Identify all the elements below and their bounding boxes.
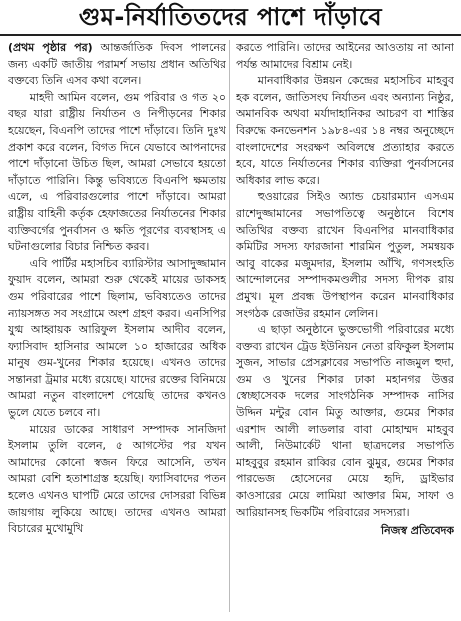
article-paragraph: মানবাধিকার উন্নয়ন কেন্দ্রের মহাসচিব মাহবুব হক বলেন, জাতিসংঘ নির্যাতন এবং অন্যান্য নিষ্ঠুর, অমানবিক অথবা মর্যাদাহানিকর আচরণ বা শাস্তির বিরুদ্ধে কনভেনশন ১৯৮৪-এর ১৪ নম্বর অনুচ্ছেদে বাংলাদেশের সংরক্ষণ অবিলম্বে প্রত্যাহার করতে হবে, যাতে নির্যাতনের শিকার ব্যক্তিরা পুনর্বাসনের অধিকার লাভ করে। [236, 74, 454, 187]
article-column-right [236, 40, 454, 610]
article-paragraph [8, 40, 226, 90]
byline: নিজস্ব প্রতিবেদক [381, 524, 454, 538]
article-paragraph: এবি পার্টির মহাসচিব ব্যারিস্টার আসাদুজ্জামান ফুয়াদ বলেন, আমরা শুরু থেকেই মায়ের ডাকসহ গুম পরিবারের পাশে ছিলাম, ভবিষ্যতেও তাদের ন্যায়সঙ্গত সব সংগ্রামে অংশ গ্রহণ করব। এনসিপির যুগ্ম আহ্বায়ক আরিফুল ইসলাম আদীব বলেন, ফ্যাসিবাদ হাসিনার আমলে ১০ হাজারের অধিক মানুষ গুম-খুনের শিকার হয়েছে। এখনও তাদের সন্তানরা ট্রমার মধ্যে রয়েছে। যাদের রক্তের বিনিময়ে আমরা নতুন বাংলাদেশ পেয়েছি তাদের কখনও ভুলে যেতে চলবে না। [8, 256, 226, 420]
paragraph-text: আন্তর্জাতিক দিবস পালনের জন্য একটি জাতীয় পরামর্শ সভায় প্রধান অতিথির বক্তব্যে তিনি এসব কথা বলেন। [8, 41, 226, 88]
column-divider [229, 40, 230, 612]
article-paragraph: হুওয়ারের সিইও অ্যান্ড চেয়ারম্যান এসএম রাশেদুজ্জামানের সভাপতিত্বে অনুষ্ঠানে বিশেষ অতিথির বক্তব্য রাখেন বিএনপির মানবাধিকার কমিটির সদস্য ফারজানা শারমিন পুতুল, সমন্বয়ক আবু বাকের মজুমদার, ইসলাম আঁখি, গণসংহতি আন্দোলনের সম্পাদকমণ্ডলীর সদস্য দীপক রায় প্রমুখ। মূল প্রবন্ধ উপস্থাপন করেন মানবাধিকার সংগঠক রেজাউর রহমান লেলিন। [236, 190, 454, 320]
article-paragraph: মাহদী আমিন বলেন, গুম পরিবার ও গত ২০ বছর যারা রাষ্ট্রীয় নির্যাতন ও নিপীড়নের শিকার হয়েছেন, বিএনপি তাদের পাশে দাঁড়াবে। তিনি দুঃখ প্রকাশ করে বলেন, বিগত দিনে যেভাবে আপনাদের পাশে দাঁড়ানো উচিত ছিল, আমরা সেভাবে হয়তো দাঁড়াতে পারিনি। কিন্তু ভবিষ্যতে বিএনপি ক্ষমতায় এলে, এ পরিবারগুলোর পাশে দাঁড়াবে। আমরা রাষ্ট্রীয় বাহিনী কর্তৃক হেফাজতের নির্যাতনের শিকার ব্যক্তিবর্গের পুনর্বাসন ও ক্ষতি পূরণের ব্যবস্থাসহ এ ঘটনাগুলোর বিচার নিশ্চিত করব। [8, 90, 226, 254]
headline: গুম-নির্যাতিতদের পাশে দাঁড়াবে [0, 0, 461, 36]
article-paragraph: মায়ের ডাকের সাধারণ সম্পাদক সানজিদা ইসলাম তুলি বলেন, ৫ আগস্টের পর যখন আমাদের কোনো স্বজন ফিরে আসেনি, তখন আমরা বেশি হতাশাগ্রস্ত হয়েছি। ফ্যাসিবাদের পতন হলেও এখনও ঘাপটি মেরে তাদের দোসররা বিভিন্ন জায়গায় লুকিয়ে আছে। তাদের এখনও আমরা বিচারের মুখোমুখি [8, 422, 226, 536]
article-paragraph: এ ছাড়া অনুষ্ঠানে ভুক্তভোগী পরিবারের মধ্যে বক্তব্য রাখেন ট্রেড ইউনিয়ন নেতা রফিকুল ইসলাম সুজন, সাভার প্রেসক্লাবের সভাপতি নাজমুল হুদা, গুম ও খুনের শিকার ঢাকা মহানগর উত্তর স্বেচ্ছাসেবক দলের সাংগঠনিক সম্পাদক নাসির উদ্দিন মন্টুর বোন মিতু আক্তার, গুমের শিকার এরশাদ আলী লাডলার বাবা মোহাম্মদ মাহবুব আলী, নিউমার্কেট থানা ছাত্রদলের সভাপতি মাহবুবুর রহমান রাব্বির বোন ঝুমুর, গুমের শিকার পারভেজ হোসেনের মেয়ে হৃদি, ড্রাইভার কাওসারের মেয়ে লামিয়া আক্তার মিম, সাফা ও আরিয়ানসহ ভিকটিম পরিবারের সদস্যরা। [236, 323, 454, 519]
article-column-left [8, 40, 226, 610]
continuation-label: (প্রথম পৃষ্ঠার পর) [8, 41, 93, 54]
article-paragraph: করতে পারিনি। তাদের আইনের আওতায় না আনা পর্যন্ত আমাদের বিশ্রাম নেই। [236, 41, 454, 71]
